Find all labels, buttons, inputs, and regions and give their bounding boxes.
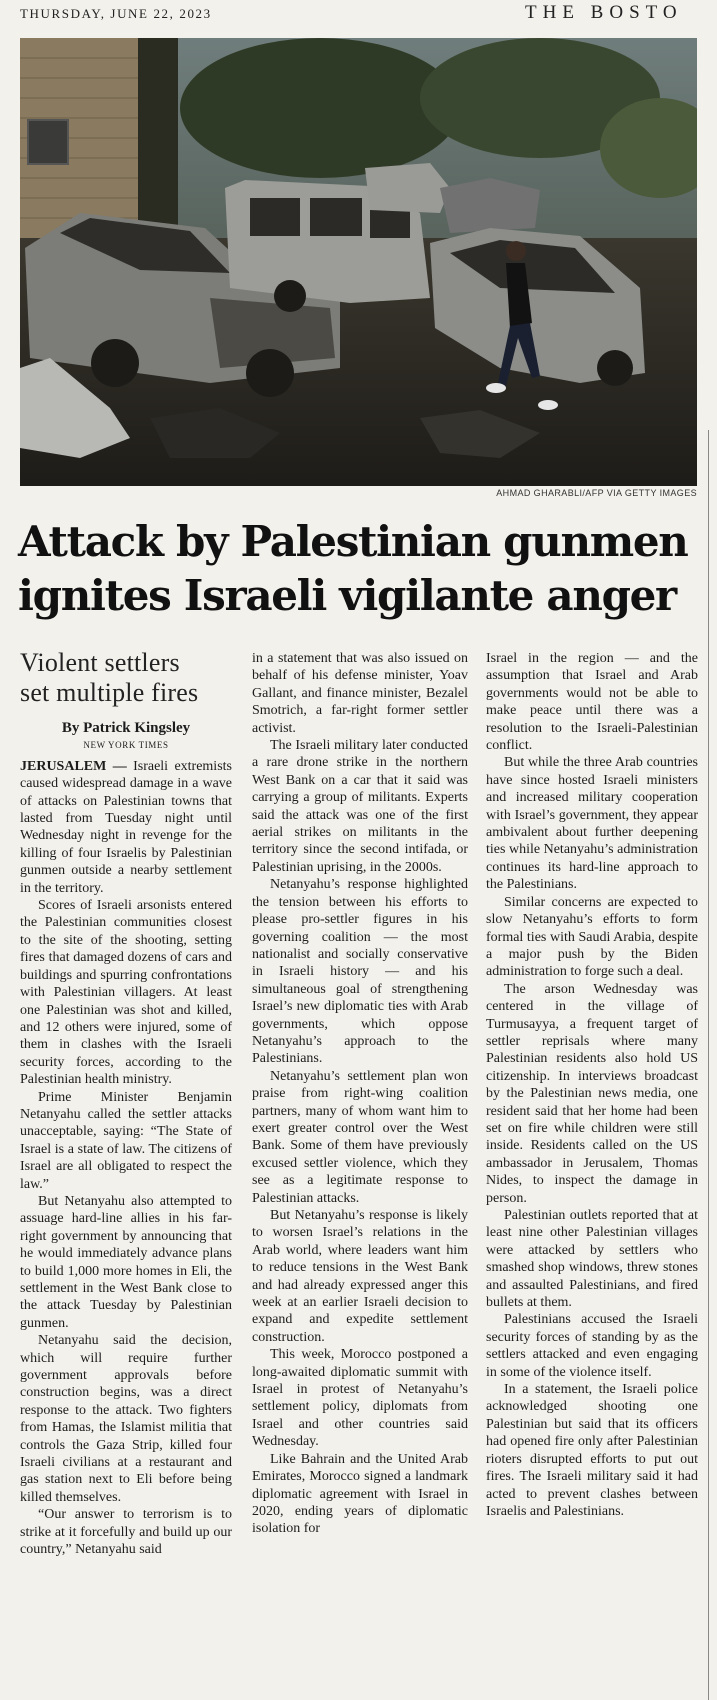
burned-cars-photo: [20, 38, 697, 486]
paragraph: But Netanyahu also attempted to assuage hard-line allies in his far-right government by announcing that he would immediately advance plans to build 1,000 more homes in Eli, the settlement in the West Bank close to the attack Tuesday by Palestinian gunmen.: [20, 1193, 232, 1331]
headline-line-1: Attack by Palestinian gunmen: [18, 517, 688, 566]
paragraph: This week, Morocco postponed a long-awaited diplomatic summit with Israel in protest of Netanyahu’s settlement policy, diplomats from Israel and other countries said Wednesday.: [252, 1347, 468, 1450]
paragraph: The arson Wednesday was centered in the village of Turmusayya, a frequent target of settler reprisals where many Palestinian residents also hold US citizenship. In interviews broadcast by the Palestinian news media, one resident said that her home had been set on fire while children were still inside. Residents called on the US ambassador in Jerusalem, Thomas Nides, to inspect the damage in person.: [486, 981, 698, 1206]
subheadline-line-2: set multiple fires: [20, 678, 199, 707]
column-rule: [708, 430, 709, 1700]
article-column-1: [20, 648, 232, 1559]
paragraph: But while the three Arab countries have since hosted Israeli ministers and increased military cooperation with Israel’s government, they appear ambivalent about further deepening ties while Netanyahu’s administration continues its hard-line approach to the Palestinians.: [486, 755, 698, 893]
article-column-2: [252, 650, 468, 1538]
subheadline: [20, 648, 232, 708]
paragraph: in a statement that was also issued on behalf of his defense minister, Yoav Gallant, and finance minister, Bezalel Smotrich, a far-right former settler activist.: [252, 651, 468, 736]
paragraph: Netanyahu’s settlement plan won praise from right-wing coalition partners, many of whom want him to exert greater control over the West Bank. Some of them have previously excused settler violence, which they see as a legitimate response to Palestinian attacks.: [252, 1068, 468, 1206]
subheadline-line-1: Violent settlers: [20, 648, 180, 677]
news-photo: [20, 38, 697, 486]
paragraph: Israel in the region — and the assumption that Israel and Arab governments would not be able to make peace until there was a resolution to the Israeli-Palestinian conflict.: [486, 651, 698, 754]
issue-date: THURSDAY, JUNE 22, 2023: [20, 6, 212, 21]
news-agency: NEW YORK TIMES: [83, 740, 169, 751]
newspaper-name: THE BOSTO: [525, 2, 683, 23]
paragraph: Like Bahrain and the United Arab Emirates, Morocco signed a landmark diplomatic agreement with Israel in 2020, ending years of diplomatic isolation for: [252, 1451, 468, 1537]
paragraph: Palestinians accused the Israeli security forces of standing by as the settlers attacked and even engaging in some of the violence itself.: [486, 1312, 698, 1380]
paragraph: Palestinian outlets reported that at least nine other Palestinian villages were attacked by settlers who smashed shop windows, threw stones and assaulted Palestinians, and fired bullets at them.: [486, 1208, 698, 1311]
masthead: [0, 0, 717, 30]
paragraph: But Netanyahu’s response is likely to worsen Israel’s relations in the Arab world, where leaders want him to reduce tensions in the West Bank and had already expressed anger this week at an earlier Israeli decision to expand and expedite settlement construction.: [252, 1208, 468, 1345]
paragraph: The Israeli military later conducted a rare drone strike in the northern West Bank on a car that it said was carrying a group of militants. Experts said the attack was one of the first aerial strikes on militants in the territory since the second intifada, or Palestinian uprising, in the 2000s.: [252, 738, 468, 875]
paragraph: Scores of Israeli arsonists entered the Palestinian communities closest to the site of the shooting, setting fires that damaged dozens of cars and buildings and spurring confrontations with Palestinian villagers. At least one Palestinian was shot and killed, and 12 others were injured, some of them in clashes with the Israeli security forces, according to the Palestinian health ministry.: [20, 898, 232, 1088]
headline: [18, 515, 708, 623]
paragraph: Similar concerns are expected to slow Netanyahu’s efforts to form formal ties with Saudi Arabia, despite a major push by the Biden administration to forge such a deal.: [486, 894, 698, 980]
paragraph: Netanyahu said the decision, which will require further government approvals before construction begins, was a direct response to the attack. Two fighters from Hamas, the Islamist militia that controls the Gaza Strip, killed four Israeli civilians at a restaurant and gas station next to Eli before being killed themselves.: [20, 1333, 232, 1505]
paragraph: “Our answer to terrorism is to strike at it forcefully and build up our country,” Netanyahu said: [20, 1507, 232, 1558]
photo-credit: AHMAD GHARABLI/AFP VIA GETTY IMAGES: [496, 488, 697, 498]
article-column-3: [486, 650, 698, 1520]
paragraph: Netanyahu’s response highlighted the tension between his efforts to please pro-settler figures in his governing coalition — the most nationalist and socially conservative in Israeli history — and his simultaneous goal of strengthening Israel’s new diplomatic ties with Arab governments, which oppose Netanyahu’s approach to the Palestinians.: [252, 877, 468, 1067]
byline: By Patrick Kingsley: [61, 720, 191, 736]
paragraph: JERUSALEM — Israeli extremists caused widespread damage in a wave of attacks on Palestinian towns that lasted from Tuesday night until Wednesday night in revenge for the killing of four Israelis by Palestinian gunmen outside a nearby settlement in the territory.: [20, 758, 232, 896]
paragraph: Prime Minister Benjamin Netanyahu called the settler attacks unacceptable, saying: “The State of Israel is a state of law. The citizens of Israel are all obligated to respect the law.”: [20, 1089, 232, 1192]
headline-line-2: ignites Israeli vigilante anger: [18, 571, 676, 620]
dateline: JERUSALEM —: [20, 758, 127, 774]
paragraph: In a statement, the Israeli police acknowledged shooting one Palestinian but said that its officers had opened fire only after Palestinian rioters disrupted efforts to put out fires. The Israeli military said it had acted to prevent clashes between Israelis and Palestinians.: [486, 1382, 698, 1519]
